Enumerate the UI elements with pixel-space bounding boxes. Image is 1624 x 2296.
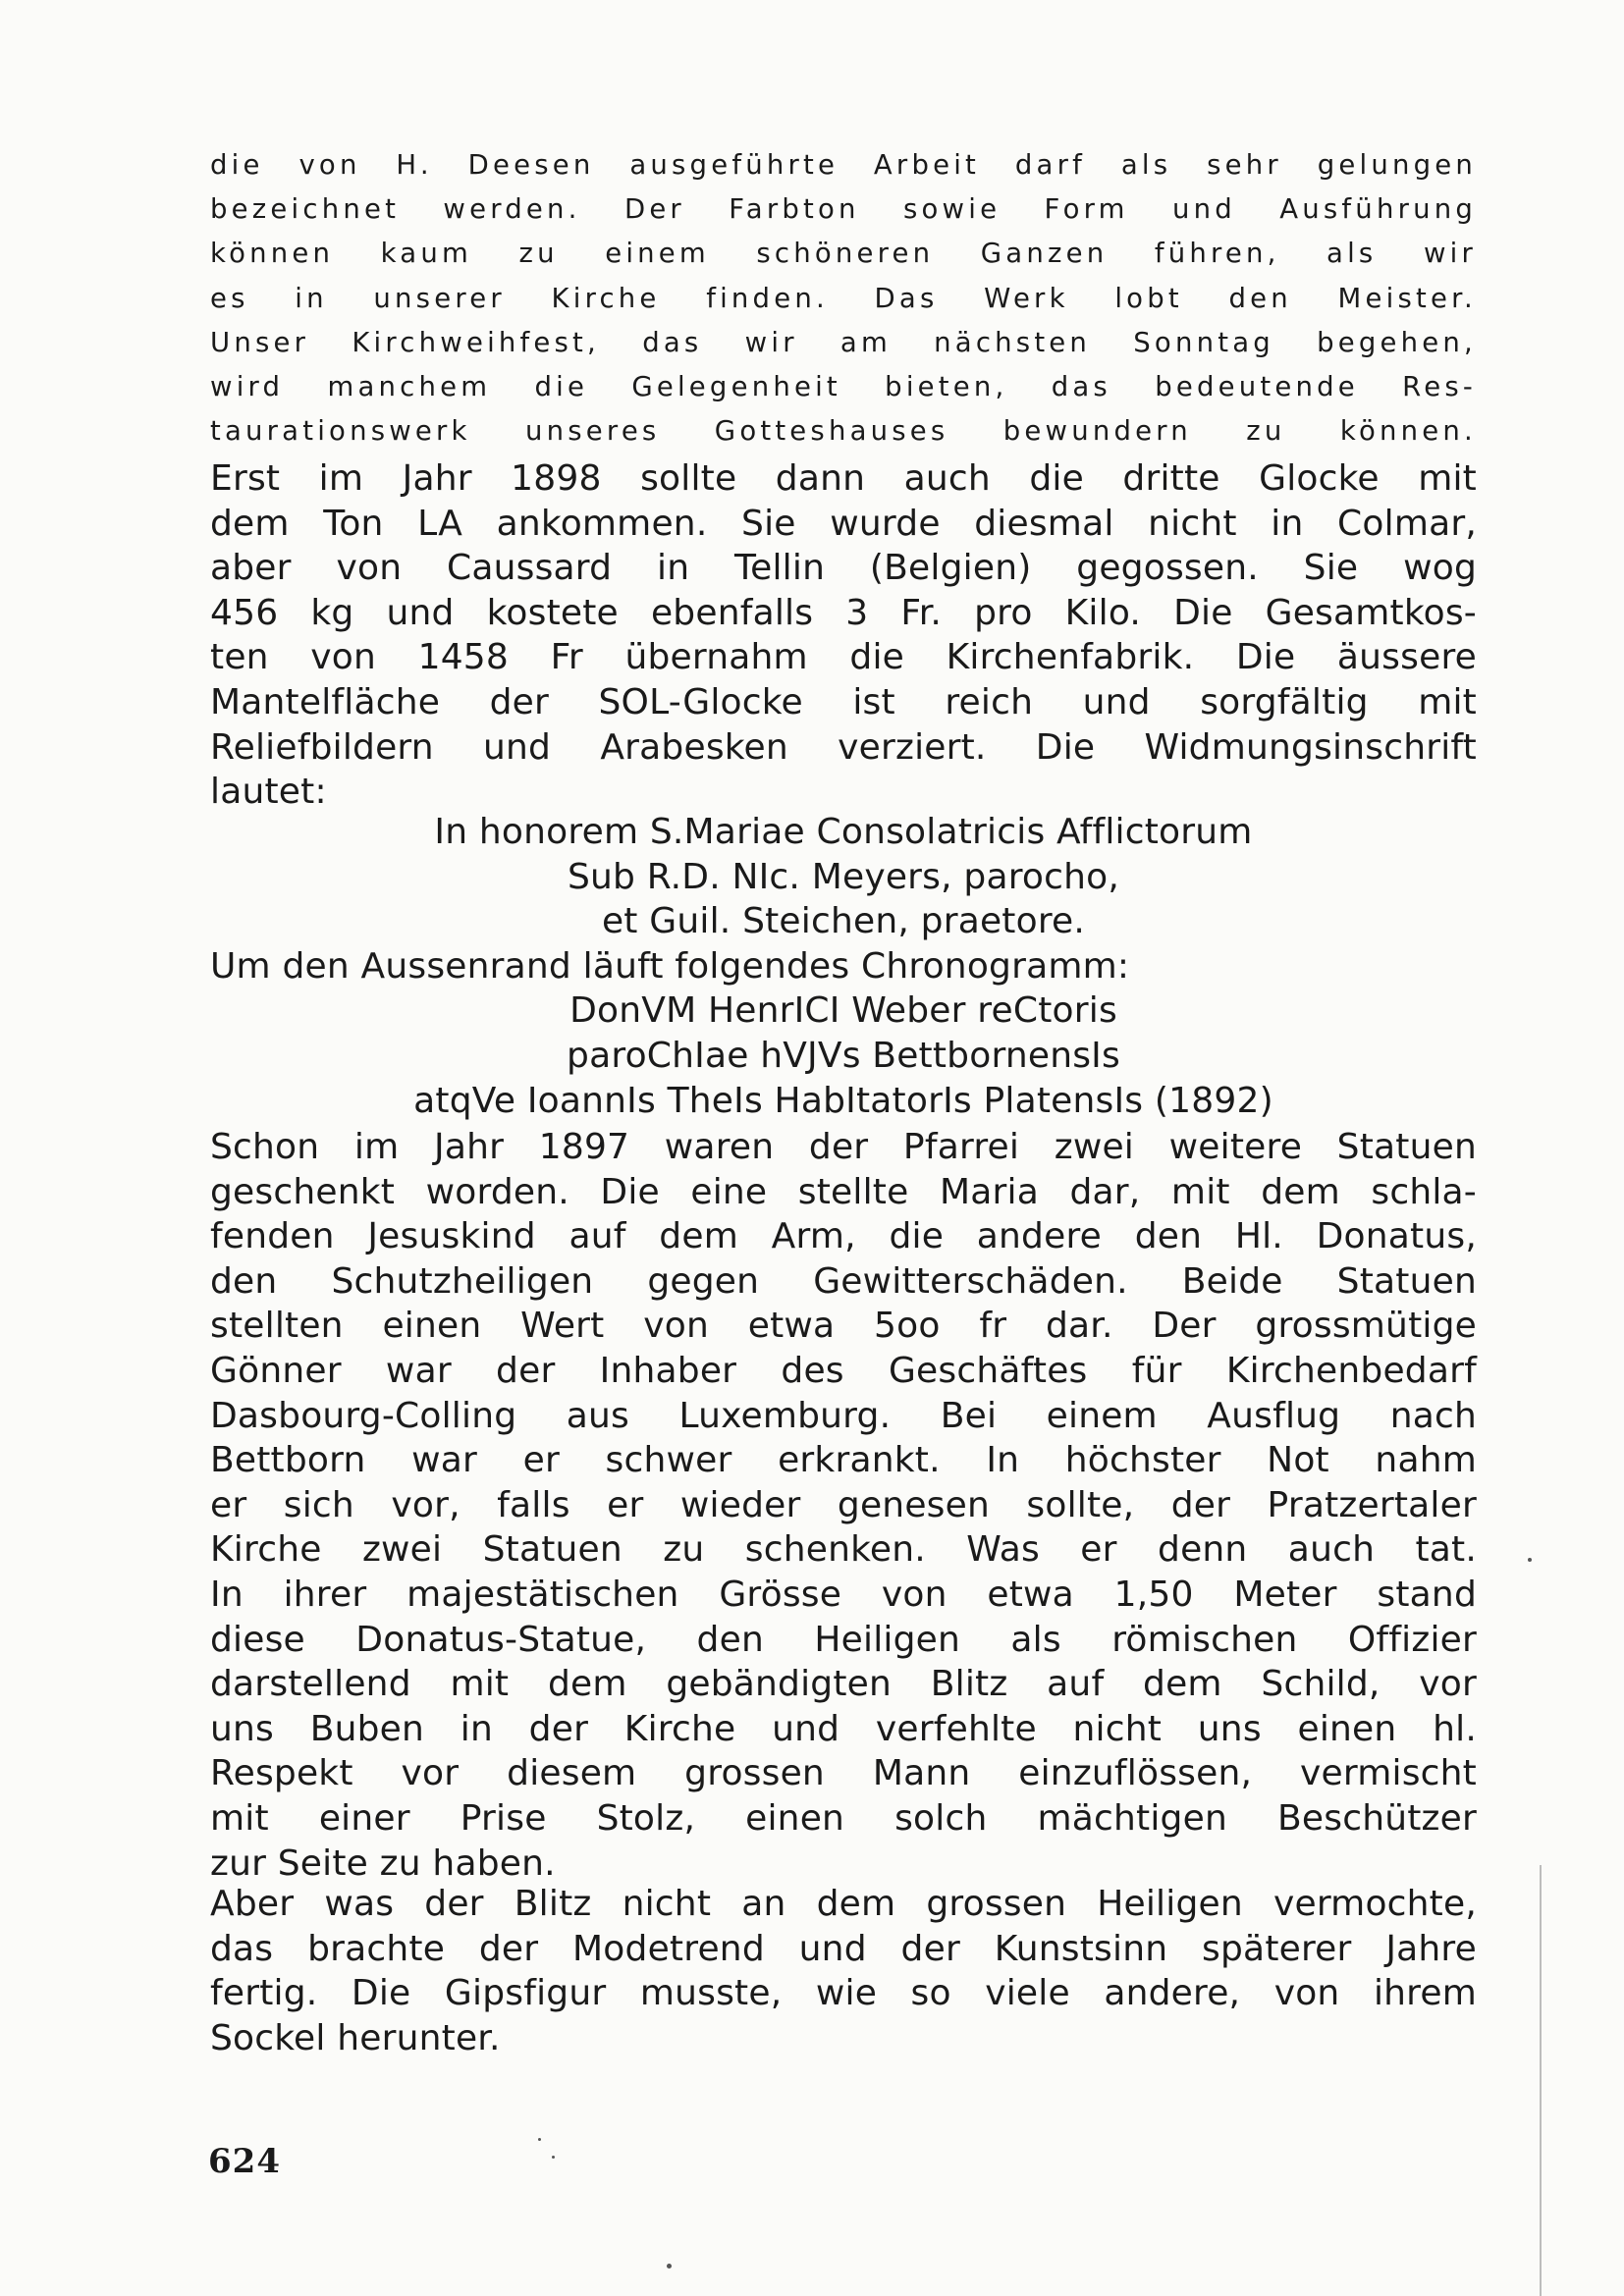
scan-speck <box>667 2264 672 2269</box>
paragraph-statuen <box>210 1125 1477 1886</box>
text-line: Gönner war der Inhaber des Geschäftes für Kirchenbedarf <box>210 1350 1477 1391</box>
text-line: den Schutzheiligen gegen Gewitterschäden. Beide Statuen <box>210 1260 1477 1302</box>
text-line: fenden Jesuskind auf dem Arm, die andere den Hl. Donatus, <box>210 1216 1477 1257</box>
text-line: ten von 1458 Fr übernahm die Kirchenfabrik. Die äussere <box>210 637 1477 678</box>
text-line: In ihrer majestätischen Grösse von etwa 1,50 Meter stand <box>210 1574 1477 1615</box>
text-line: Erst im Jahr 1898 sollte dann auch die dritte Glocke mit <box>210 458 1477 499</box>
text-line: 456 kg und kostete ebenfalls 3 Fr. pro Kilo. Die Gesamtkos- <box>210 592 1477 633</box>
text-line: Kirche zwei Statuen zu schenken. Was er denn auch tat. <box>210 1529 1477 1571</box>
text-line: fertig. Die Gipsfigur musste, wie so viele andere, von ihrem <box>210 1973 1477 2014</box>
text-line: diese Donatus-Statue, den Heiligen als römischen Offizier <box>210 1619 1477 1660</box>
inscription-line: In honorem S.Mariae Consolatricis Afflictorum <box>434 812 1253 852</box>
text-line: stellten einen Wert von etwa 5oo fr dar. Der grossmütige <box>210 1306 1477 1347</box>
text-line: Sockel herunter. <box>210 2017 501 2058</box>
intro-line: die von H. Deesen ausgeführte Arbeit darf als sehr gelungen <box>210 149 1477 181</box>
text-line: uns Buben in der Kirche und verfehlte nicht uns einen hl. <box>210 1708 1477 1749</box>
text-line: Aber was der Blitz nicht an dem grossen Heiligen vermochte, <box>210 1884 1477 1924</box>
text-line: lautet: <box>210 772 327 813</box>
intro-paragraph <box>210 143 1477 454</box>
text-line: darstellend mit dem gebändigten Blitz auf dem Schild, vor <box>210 1664 1477 1705</box>
text-line: Bettborn war er schwer erkrankt. In höchster Not nahm <box>210 1440 1477 1481</box>
page-number: 624 <box>208 2142 281 2181</box>
text-line: Reliefbildern und Arabesken verziert. Die Widmungsinschrift <box>210 726 1477 768</box>
intro-line: Unser Kirchweihfest, das wir am nächsten Sonntag begehen, <box>210 326 1477 358</box>
intro-line: wird manchem die Gelegenheit bieten, das bedeutende Res- <box>210 370 1477 402</box>
text-line: zur Seite zu haben. <box>210 1842 556 1884</box>
text-line: er sich vor, falls er wieder genesen sollte, der Pratzertaler <box>210 1484 1477 1525</box>
chronogram-line: paroChIae hVJVs BettbornensIs <box>567 1035 1120 1076</box>
text-line: Respekt vor diesem grossen Mann einzuflössen, vermischt <box>210 1753 1477 1794</box>
scan-speck <box>552 2156 555 2159</box>
paragraph-blitz <box>210 1882 1477 2060</box>
inscription-line: et Guil. Steichen, praetore. <box>601 901 1086 942</box>
scan-speck <box>1528 1558 1532 1562</box>
text-line: Schon im Jahr 1897 waren der Pfarrei zwei weitere Statuen <box>210 1127 1477 1167</box>
chronogram-line: DonVM HenrICI Weber reCtoris <box>569 990 1117 1032</box>
text-line: aber von Caussard in Tellin (Belgien) gegossen. Sie wog <box>210 548 1477 589</box>
text-line: dem Ton LA ankommen. Sie wurde diesmal nicht in Colmar, <box>210 503 1477 544</box>
scan-edge-line <box>1540 1865 1542 2296</box>
inscription-block <box>210 810 1477 1123</box>
intro-line: bezeichnet werden. Der Farbton sowie Form und Ausführung <box>210 193 1477 226</box>
text-line: mit einer Prise Stolz, einen solch mächtigen Beschützer <box>210 1797 1477 1839</box>
chronogram-intro: Um den Aussenrand läuft folgendes Chronogramm: <box>210 945 1130 987</box>
intro-line: es in unserer Kirche finden. Das Werk lobt den Meister. <box>210 282 1477 314</box>
inscription-line: Sub R.D. NIc. Meyers, parocho, <box>567 856 1120 897</box>
text-line: geschenkt worden. Die eine stellte Maria dar, mit dem schla- <box>210 1171 1477 1212</box>
intro-line: können kaum zu einem schöneren Ganzen führen, als wir <box>210 238 1477 270</box>
text-line: Dasbourg-Colling aus Luxemburg. Bei einem Ausflug nach <box>210 1395 1477 1436</box>
intro-line: taurationswerk unseres Gotteshauses bewundern zu können. <box>210 415 1477 448</box>
paragraph-glocke <box>210 456 1477 815</box>
scan-speck <box>538 2138 541 2141</box>
chronogram-line: atqVe IoannIs TheIs HabItatorIs PlatensIs (1892) <box>413 1080 1273 1121</box>
text-line: Mantelfläche der SOL-Glocke ist reich und sorgfältig mit <box>210 681 1477 722</box>
text-line: das brachte der Modetrend und der Kunstsinn späterer Jahre <box>210 1928 1477 1969</box>
